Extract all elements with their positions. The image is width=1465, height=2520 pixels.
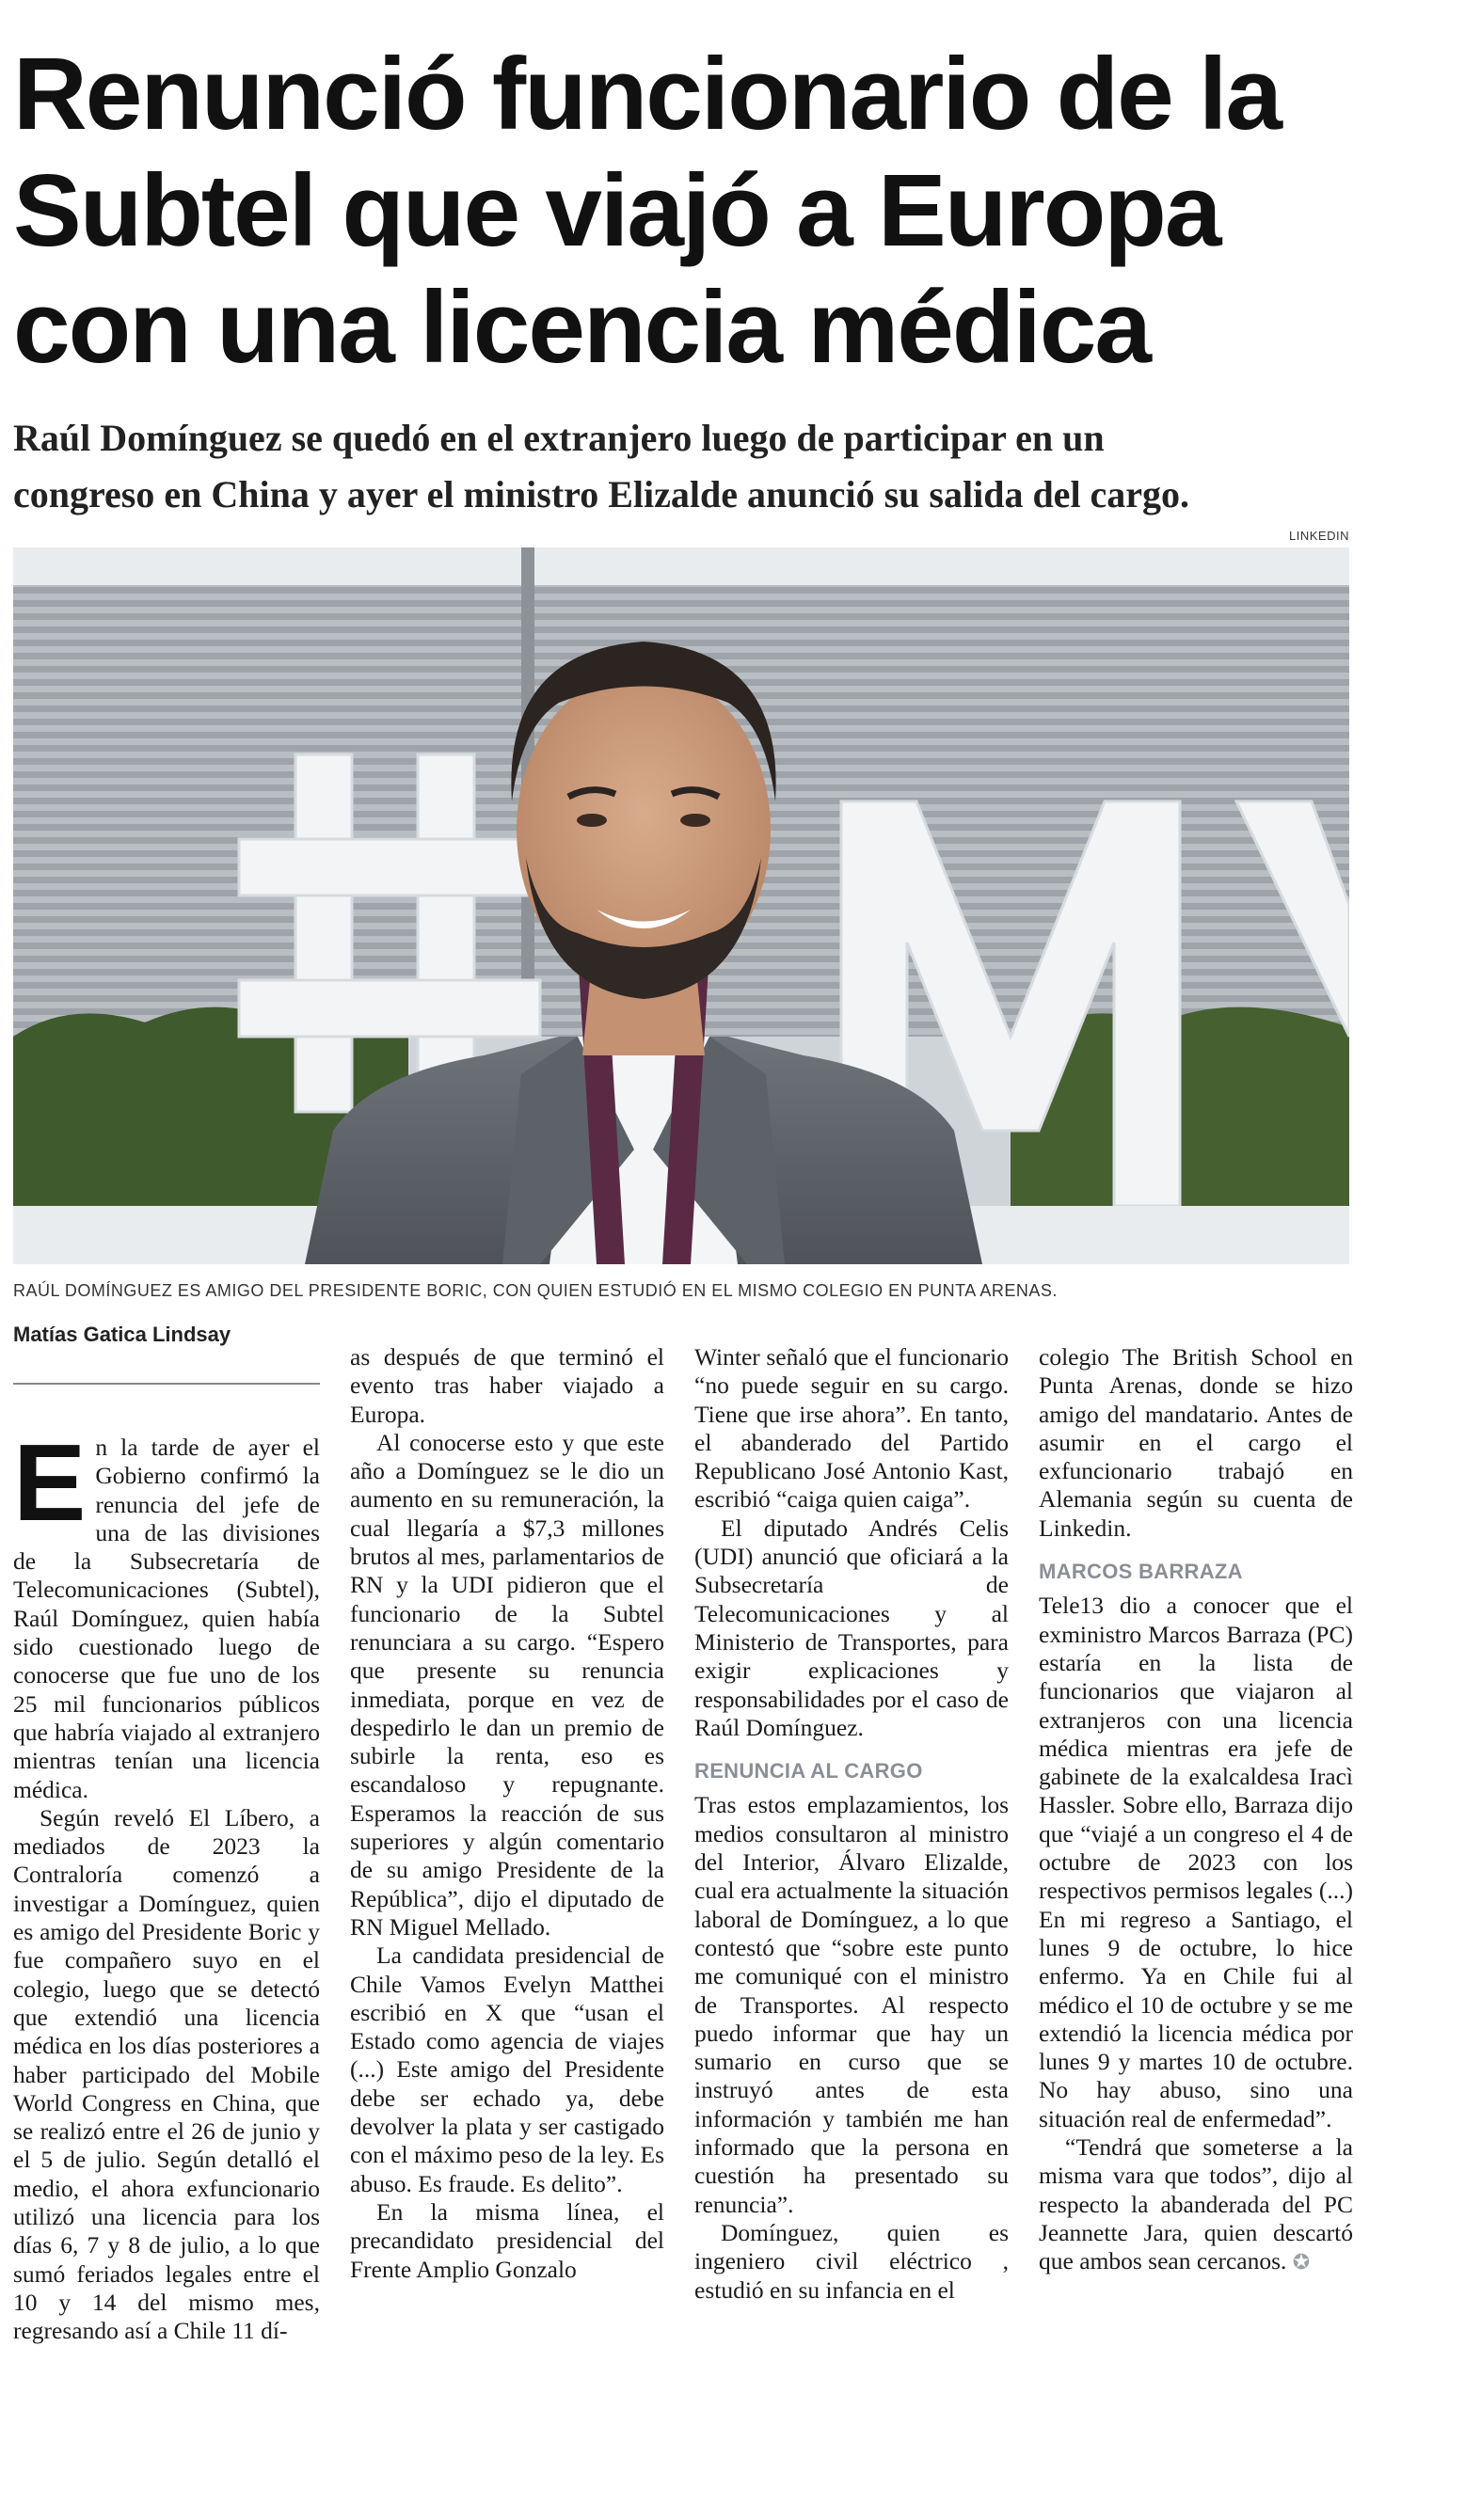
headline	[13, 36, 1349, 386]
byline: Matías Gatica Lindsay	[13, 1323, 231, 1346]
photo-caption: RAÚL DOMÍNGUEZ ES AMIGO DEL PRESIDENTE BORIC, CON QUIEN ESTUDIÓ EN EL MISMO COLEGIO EN PUNTA ARENAS.	[13, 1281, 1058, 1300]
paragraph: Tras estos emplazamientos, los medios consultaron al ministro del Interior, Álvaro Elizalde, cual era actualmente la situación laboral de Domínguez, a lo que contestó que “sobre este punto me comuniqué con el ministro de Transportes. Al respecto puedo informar que hay un sumario en curso que se instruyó antes de esta información y también me han informado que la persona en cuestión ha presentado su renuncia”.	[694, 1791, 1009, 2218]
headline-line-3: con una licencia médica	[13, 270, 1150, 385]
paragraph: La candidata presidencial de Chile Vamos Evelyn Matthei escribió en X que “usan el Estado como agencia de viajes (...) Este amigo del Presidente debe ser echado ya, debe devolver la plata y ser castigado con el máximo peso de la ley. Es abuso. Es fraude. Es delito”.	[350, 1942, 665, 2197]
paragraph-text: “Tendrá que someterse a la misma vara que todos”, dijo al respecto la abanderada del PC Jeannette Jara, quien descartó que ambos sean cercanos.	[1039, 2133, 1353, 2275]
section-title-renuncia: RENUNCIA AL CARGO	[694, 1759, 923, 1783]
portrait-illustration	[13, 547, 1349, 1264]
section-title-barraza: MARCOS BARRAZA	[1039, 1560, 1243, 1584]
paragraph: El diputado Andrés Celis (UDI) anunció que oficiará a la Subsecretaría de Telecomunicaciones y al Ministerio de Transportes, para exigir explicaciones y responsabilidades por el caso de Raúl Domínguez.	[694, 1514, 1009, 1741]
paragraph-text: n la tarde de ayer el Gobierno confirmó la renuncia del jefe de una de las divisiones de la Subsecretaría de Telecomunicaciones (Subtel), Raúl Domínguez, quien había sido cuestionado luego de conocerse que fue uno de los 25 mil funcionarios públicos que habría viajado al extranjero mientras tenían una licencia médica.	[13, 1434, 320, 1803]
paragraph: Según reveló El Líbero, a mediados de 2023 la Contraloría comenzó a investigar a Domínguez, quien es amigo del Presidente Boric y fue compañero suyo en el colegio, luego que se detectó que extendió una licencia médica en los días posteriores a haber participado del Mobile World Congress en China, que se realizó entre el 26 de junio y el 5 de julio. Según detalló el medio, el ahora exfuncionario utilizó una licencia para los días 6, 7 y 8 de julio, a lo que sumó feriados legales entre el 10 y 14 del mismo mes, regresando así a Chile 11 dí-	[13, 1803, 320, 2345]
paragraph: Winter señaló que el funcionario “no puede seguir en su cargo. Tiene que irse ahora”. En tanto, el abanderado del Partido Republicano José Antonio Kast, escribió “caiga quien caiga”.	[694, 1343, 1009, 1514]
article-column-4	[1039, 1343, 1353, 2277]
subheadline-line-2: congreso en China y ayer el ministro Elizalde anunció su salida del cargo.	[13, 473, 1190, 515]
paragraph	[13, 1421, 320, 1804]
article-column-1	[13, 1421, 320, 2346]
subheadline	[13, 410, 1368, 523]
paragraph: Tele13 dio a conocer que el exministro Marcos Barraza (PC) estaría en la lista de funcionarios que viajaron al extranjeros con una licencia médica mientras era jefe de gabinete de la exalcaldesa Iracì Hassler. Sobre ello, Barraza dijo que “viajé a un congreso el 4 de octubre de 2023 con los respectivos permisos legales (...) En mi regreso a Santiago, el lunes 9 de octubre, lo hice enfermo. Ya en Chile fui al médico el 10 de octubre y se me extendió la licencia médica por lunes 9 y martes 10 de octubre. No hay abuso, sino una situación real de enfermedad”.	[1039, 1592, 1353, 2132]
headline-line-1: Renunció funcionario de la	[13, 37, 1281, 151]
headline-line-2: Subtel que viajó a Europa	[13, 153, 1220, 268]
article-photo	[13, 547, 1349, 1264]
paragraph: colegio The British School en Punta Arenas, donde se hizo amigo del mandatario. Antes de asumir en el cargo el exfuncionario trabajó en Alemania según su cuenta de Linkedin.	[1039, 1343, 1353, 1542]
paragraph	[1039, 2133, 1353, 2276]
byline-divider	[13, 1383, 320, 1385]
paragraph: En la misma línea, el precandidato presidencial del Frente Amplio Gonzalo	[350, 2197, 664, 2283]
dropcap: E	[13, 1421, 87, 1544]
subheadline-line-1: Raúl Domínguez se quedó en el extranjero luego de participar en un	[13, 417, 1105, 459]
photo-credit: LINKEDIN	[1289, 529, 1349, 543]
paragraph: Al conocerse esto y que este año a Domínguez se le dio un aumento en su remuneración, la cual llegaría a $7,3 millones brutos al mes, parlamentarios de RN y la UDI pidieron que el funcionario de la Subtel renunciara a su cargo. “Espero que presente su renuncia inmediata, porque en vez de despedirlo le dan un premio de subirle la renta, eso es escandaloso y repugnante. Esperamos la reacción de sus superiores y algún comentario de su amigo Presidente de la República”, dijo el diputado de RN Miguel Mellado.	[350, 1428, 664, 1941]
end-mark-icon: ✪	[1292, 2250, 1311, 2274]
paragraph: Domínguez, quien es ingeniero civil eléctrico , estudió en su infancia en el	[694, 2218, 1009, 2304]
article-column-3	[694, 1343, 1009, 2305]
article-column-2	[350, 1343, 664, 2284]
paragraph: as después de que terminó el evento tras haber viajado a Europa.	[350, 1343, 664, 1428]
